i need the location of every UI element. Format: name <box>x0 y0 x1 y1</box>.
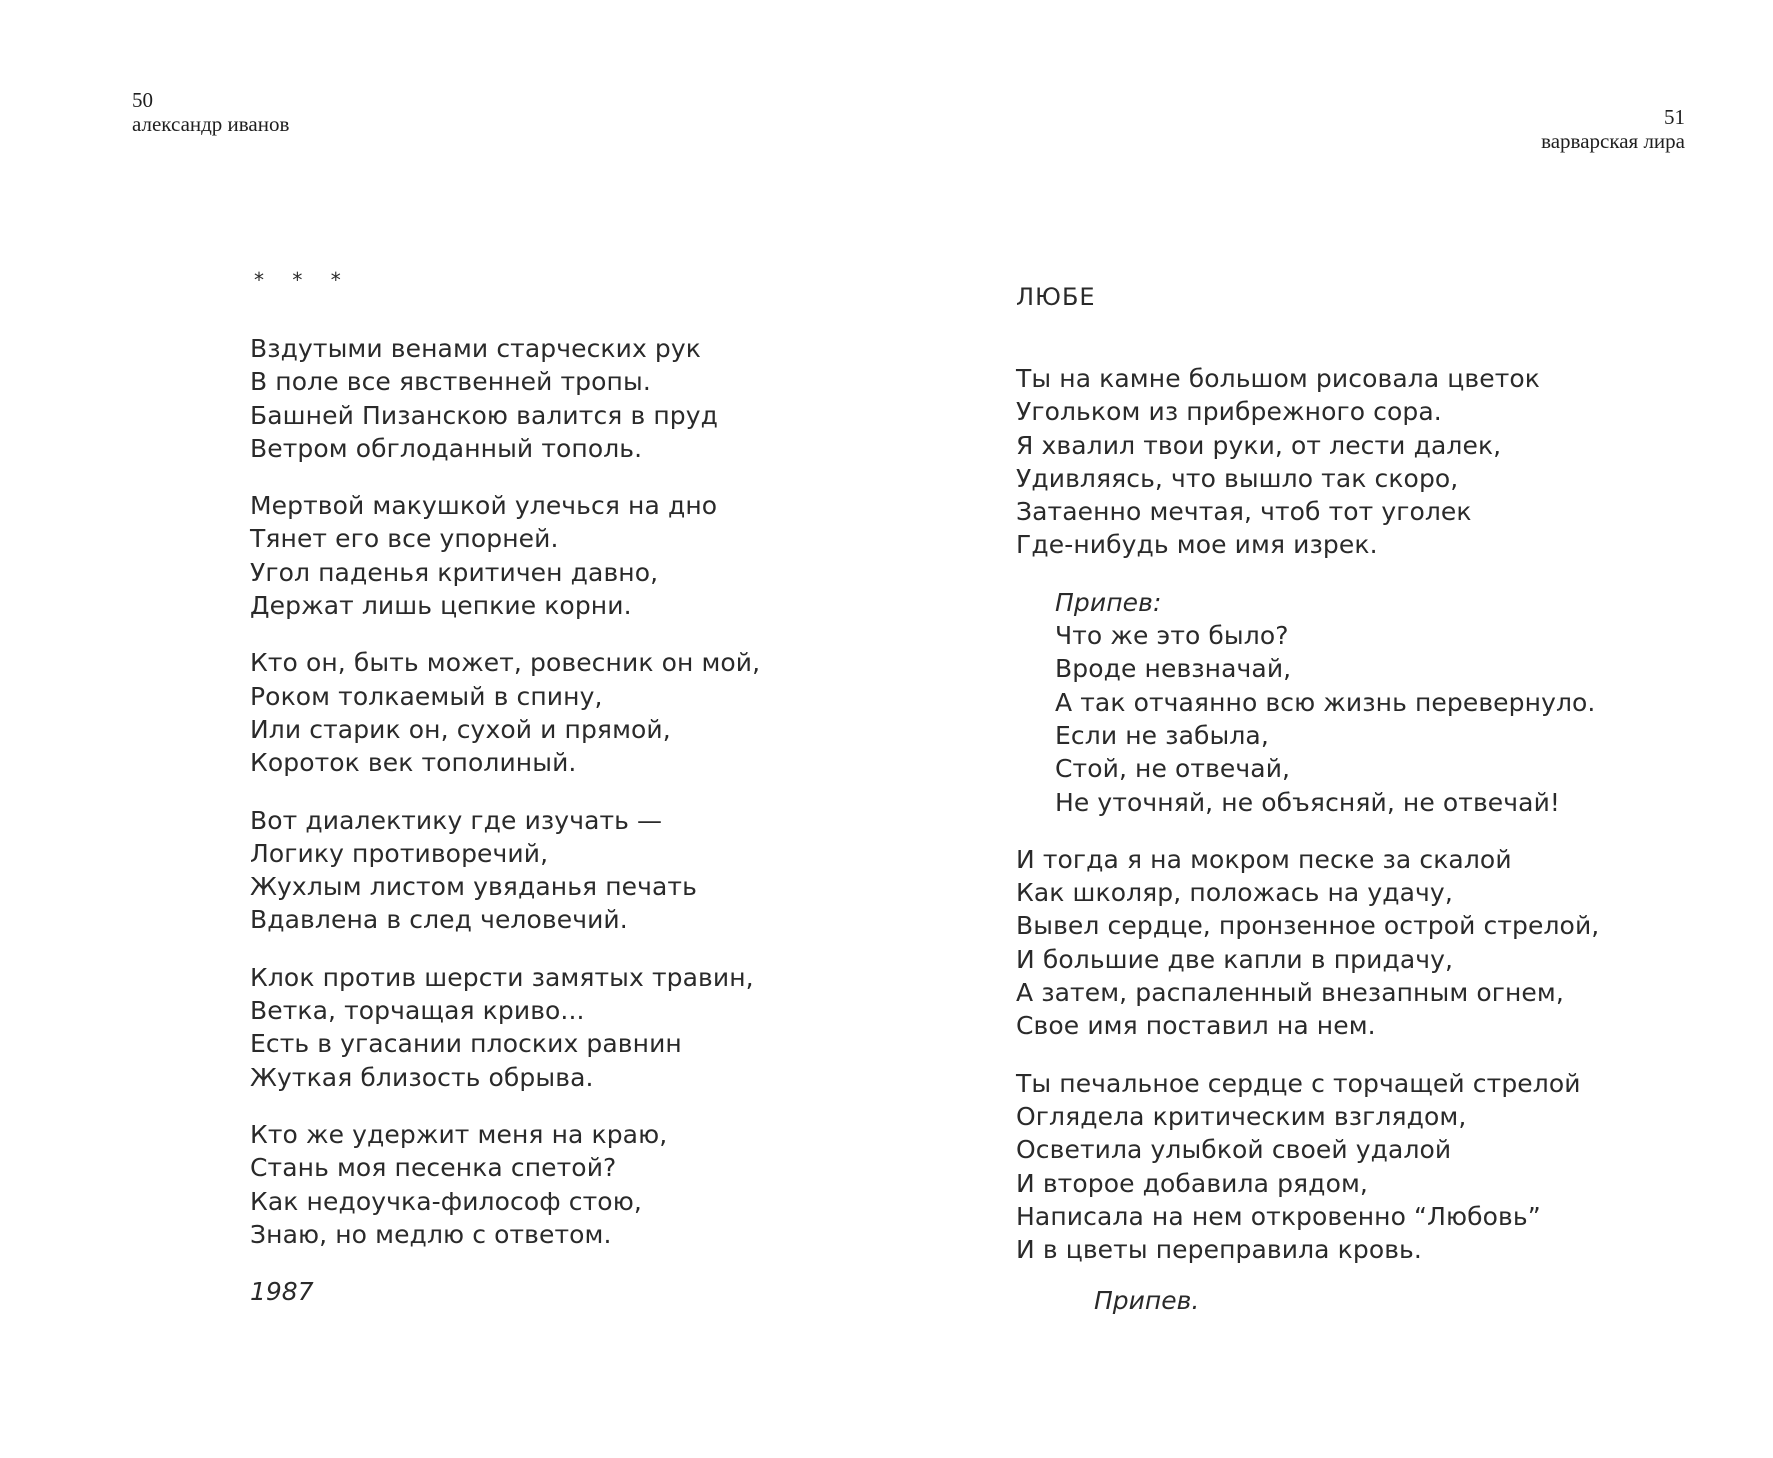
stanza <box>250 332 760 465</box>
poem-line: Как недоучка-философ стою, <box>250 1186 642 1216</box>
poem-line: Стой, не отвечай, <box>1055 754 1291 784</box>
poem-line: И в цветы переправила кровь. <box>1016 1235 1422 1265</box>
poem-line: Как школяр, положась на удачу, <box>1016 878 1453 908</box>
poem-line: Где-нибудь мое имя изрек. <box>1016 530 1378 560</box>
poem-line: Ты печальное сердце с торчащей стрелой <box>1016 1068 1581 1098</box>
chorus-title: Припев: <box>1055 587 1162 617</box>
poem-line: Вывел сердце, пронзенное острой стрелой, <box>1016 911 1600 941</box>
poem-line: Угол паденья критичен давно, <box>250 557 659 587</box>
poem-line: И большие две капли в придачу, <box>1016 944 1454 974</box>
chorus <box>1016 586 1599 819</box>
poem-line: Клок против шерсти замятых травин, <box>250 962 754 992</box>
poem-ornament: * * * <box>254 268 352 292</box>
poem-line: Кто он, быть может, ровесник он мой, <box>250 648 761 678</box>
page-number-left: 50 <box>132 88 153 112</box>
poem-line: Если не забыла, <box>1055 720 1269 750</box>
poem-line: Затаенно мечтая, чтоб тот уголек <box>1016 497 1472 527</box>
poem-line: И второе добавила рядом, <box>1016 1168 1368 1198</box>
poem-left <box>250 332 760 1275</box>
poem-line: Удивляясь, что вышло так скоро, <box>1016 463 1459 493</box>
poem-line: Осветила улыбкой своей удалой <box>1016 1135 1452 1165</box>
poem-line: Ты на камне большом рисовала цветок <box>1016 364 1540 393</box>
poem-line: Мертвой макушкой улечься на дно <box>250 491 718 521</box>
poem-line: Не уточняй, не объясняй, не отвечай! <box>1055 787 1561 817</box>
poem-line: Логику противоречий, <box>250 838 549 868</box>
stanza <box>1016 362 1599 562</box>
poem-line: Оглядела критическим взглядом, <box>1016 1101 1467 1131</box>
poem-line: Башней Пизанскою валится в пруд <box>250 400 719 430</box>
poem-line: Или старик он, сухой и прямой, <box>250 714 671 744</box>
poem-line: Что же это было? <box>1055 621 1289 651</box>
poem-right <box>1016 362 1599 1290</box>
poem-line: Держат лишь цепкие корни. <box>250 591 632 621</box>
poem-line: Стань моя песенка спетой? <box>250 1153 617 1183</box>
stanza <box>250 489 760 622</box>
poem-line: И тогда я на мокром песке за скалой <box>1016 844 1512 874</box>
poem-line: Короток век тополиный. <box>250 748 577 778</box>
poem-line: Ветром обглоданный тополь. <box>250 433 643 463</box>
poem-line: В поле все явственней тропы. <box>250 367 651 397</box>
running-head-right: варварская лира <box>1541 129 1685 153</box>
stanza <box>250 804 760 937</box>
poem-line: Тянет его все упорней. <box>250 524 559 554</box>
poem-line: Жуткая близость обрыва. <box>250 1062 594 1092</box>
poem-line: Ветка, торчащая криво... <box>250 996 585 1026</box>
running-head-left: александр иванов <box>132 112 290 136</box>
poem-line: Роком толкаемый в спину, <box>250 681 603 711</box>
poem-line: Жухлым листом увяданья печать <box>250 872 697 902</box>
poem-line: Вроде невзначай, <box>1055 654 1292 684</box>
poem-line: Знаю, но медлю с ответом. <box>250 1219 612 1249</box>
poem-line: Кто же удержит меня на краю, <box>250 1119 668 1149</box>
stanza <box>250 1118 760 1251</box>
poem-line: Я хвалил твои руки, от лести далек, <box>1016 430 1502 460</box>
poem-title: ЛЮБЕ <box>1016 283 1096 311</box>
refrain-marker: Припев. <box>1094 1286 1200 1315</box>
stanza <box>1016 1067 1599 1267</box>
stanza <box>250 646 760 779</box>
poem-line: А затем, распаленный внезапным огнем, <box>1016 978 1564 1008</box>
poem-line: Вот диалектику где изучать — <box>250 805 663 835</box>
poem-line: Вдавлена в след человечий. <box>250 905 628 935</box>
poem-date: 1987 <box>250 1277 314 1306</box>
poem-line: Угольком из прибрежного сора. <box>1016 397 1442 427</box>
stanza <box>1016 843 1599 1043</box>
poem-line: А так отчаянно всю жизнь перевернуло. <box>1055 687 1596 717</box>
poem-line: Есть в угасании плоских равнин <box>250 1029 682 1059</box>
stanza <box>250 961 760 1094</box>
poem-line: Написала на нем откровенно “Любовь” <box>1016 1201 1541 1231</box>
page-number-right: 51 <box>1664 105 1685 129</box>
poem-line: Свое имя поставил на нем. <box>1016 1011 1376 1041</box>
poem-line: Вздутыми венами старческих рук <box>250 334 701 363</box>
